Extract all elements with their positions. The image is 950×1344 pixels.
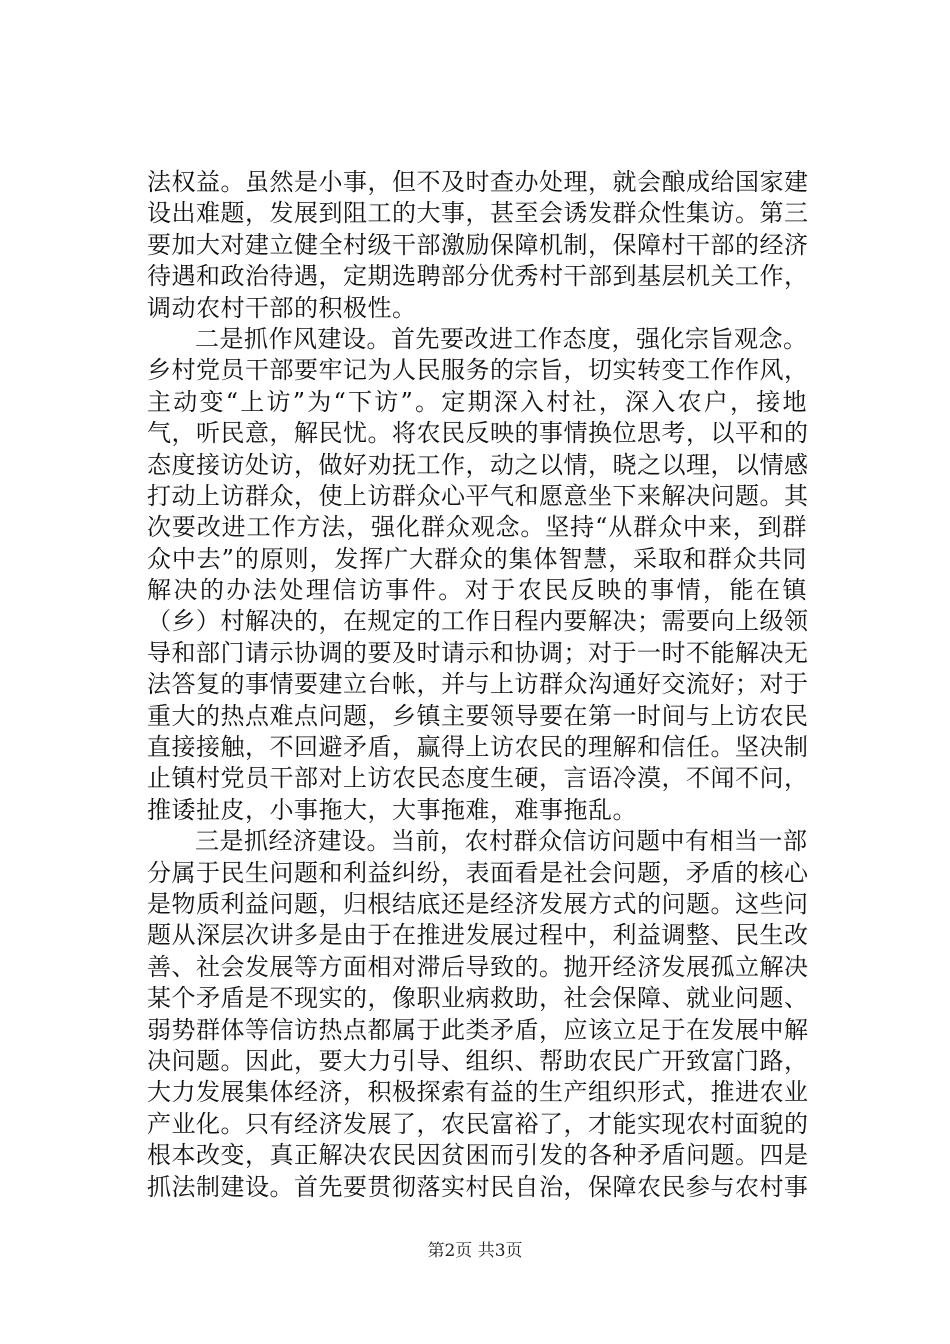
text-line: 某个矛盾是不现实的，像职业病救助，社会保障、就业问题、 (147, 984, 809, 1013)
text-line: 导和部门请示协调的要及时请示和协调；对于一时不能解决无 (147, 638, 809, 667)
body-text (147, 167, 807, 1203)
text-line: 推诿扯皮，小事拖大，大事拖难，难事拖乱。 (147, 795, 637, 824)
text-line: （乡）村解决的，在规定的工作日程内要解决；需要向上级领 (147, 607, 809, 636)
text-line: 大力发展集体经济，积极探索有益的生产组织形式，推进农业 (147, 1078, 809, 1107)
text-line: 三是抓经济建设。当前，农村群众信访问题中有相当一部 (195, 827, 808, 856)
text-line: 气，听民意，解民忧。将农民反映的事情换位思考，以平和的 (147, 419, 809, 448)
text-line: 乡村党员干部要牢记为人民服务的宗旨，切实转变工作作风， (147, 356, 809, 385)
text-line: 调动农村干部的积极性。 (147, 293, 417, 322)
text-line: 直接接触，不回避矛盾，赢得上访农民的理解和信任。坚决制 (147, 733, 809, 762)
page-number-footer: 第2页 共3页 (427, 1241, 523, 1261)
text-line: 产业化。只有经济发展了，农民富裕了，才能实现农村面貌的 (147, 1109, 809, 1138)
text-line: 止镇村党员干部对上访农民态度生硬，言语冷漠，不闻不问， (147, 764, 809, 793)
text-line: 分属于民生问题和利益纠纷，表面看是社会问题，矛盾的核心 (147, 858, 809, 887)
text-line: 是物质利益问题，归根结底还是经济发展方式的问题。这些问 (147, 889, 809, 918)
text-line: 法答复的事情要建立台帐，并与上访群众沟通好交流好；对于 (147, 670, 809, 699)
text-line: 次要改进工作方法，强化群众观念。坚持“从群众中来，到群 (147, 513, 807, 542)
text-line: 待遇和政治待遇，定期选聘部分优秀村干部到基层机关工作， (147, 262, 809, 291)
text-line: 二是抓作风建设。首先要改进工作态度，强化宗旨观念。 (195, 324, 808, 353)
text-line: 解决的办法处理信访事件。对于农民反映的事情，能在镇 (147, 576, 807, 605)
text-line: 主动变“上访”为“下访”。定期深入村社，深入农户，接地 (147, 387, 807, 416)
text-line: 题从深层次讲多是由于在推进发展过程中，利益调整、民生改 (147, 921, 809, 950)
text-line: 设出难题，发展到阻工的大事，甚至会诱发群众性集访。第三 (147, 199, 809, 228)
text-line: 决问题。因此，要大力引导、组织、帮助农民广开致富门路， (147, 1046, 809, 1075)
text-line: 法权益。虽然是小事，但不及时查办处理，就会酿成给国家建 (147, 168, 809, 196)
text-line: 弱势群体等信访热点都属于此类矛盾，应该立足于在发展中解 (147, 1015, 809, 1044)
text-line: 重大的热点难点问题，乡镇主要领导要在第一时间与上访农民 (147, 701, 809, 730)
text-line: 要加大对建立健全村级干部激励保障机制，保障村干部的经济 (147, 230, 809, 259)
text-line: 态度接访处访，做好劝抚工作，动之以情，晓之以理，以情感 (147, 450, 809, 479)
text-line: 众中去”的原则，发挥广大群众的集体智慧，采取和群众共同 (147, 544, 807, 573)
text-line: 善、社会发展等方面相对滞后导致的。抛开经济发展孤立解决 (147, 952, 809, 981)
text-line: 根本改变，真正解决农民因贫困而引发的各种矛盾问题。四是 (147, 1141, 809, 1170)
text-line: 打动上访群众，使上访群众心平气和愿意坐下来解决问题。其 (147, 481, 809, 510)
text-line: 抓法制建设。首先要贯彻落实村民自治，保障农民参与农村事 (147, 1172, 809, 1201)
